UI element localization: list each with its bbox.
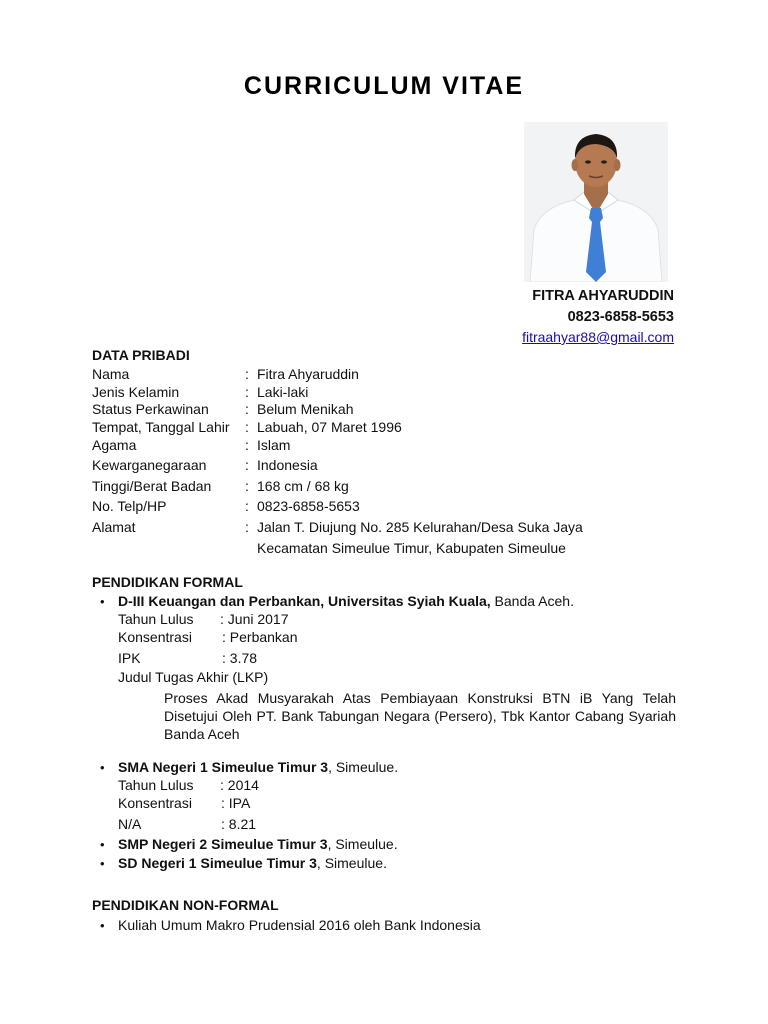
edu-sma-name: SMA Negeri 1 Simeulue Timur 3	[118, 759, 329, 775]
edu-d3-name: D-III Keuangan dan Perbankan, Universitas Syiah Kuala,	[118, 593, 491, 609]
sma-na-label: N/A	[118, 816, 142, 832]
row-label: Nama	[92, 366, 130, 382]
row-value: 0823-6858-5653	[257, 498, 360, 514]
row-separator: :	[245, 384, 249, 400]
row-separator: :	[245, 498, 249, 514]
edu-d3-place: Banda Aceh.	[490, 593, 574, 609]
bullet-icon: •	[100, 918, 105, 933]
sma-tahun-value: : 2014	[220, 777, 259, 793]
row-separator: :	[245, 478, 249, 494]
d3-judul-label: Judul Tugas Akhir (LKP)	[118, 669, 269, 685]
row-label: Alamat	[92, 519, 136, 535]
row-label: Jenis Kelamin	[92, 384, 180, 400]
row-value: Fitra Ahyaruddin	[257, 366, 359, 382]
d3-konsentrasi-value: : Perbankan	[222, 629, 298, 645]
candidate-name: FITRA AHYARUDDIN	[532, 288, 674, 304]
section-heading-pendidikan-formal: PENDIDIKAN FORMAL	[92, 574, 243, 590]
section-heading-data-pribadi: DATA PRIBADI	[92, 347, 190, 363]
sma-tahun-label: Tahun Lulus	[118, 777, 194, 793]
profile-photo	[524, 122, 668, 282]
section-heading-pendidikan-non-formal: PENDIDIKAN NON-FORMAL	[92, 897, 279, 913]
row-separator: :	[245, 457, 249, 473]
row-value: Islam	[257, 437, 291, 453]
edu-smp-name: SMP Negeri 2 Simeulue Timur 3	[118, 836, 328, 852]
row-separator: :	[245, 366, 249, 382]
alamat-line-2: Kecamatan Simeulue Timur, Kabupaten Simeulue	[257, 540, 566, 556]
row-value: Laki-laki	[257, 384, 309, 400]
row-label: Tempat, Tanggal Lahir	[92, 419, 230, 435]
sma-konsentrasi-label: Konsentrasi	[118, 795, 192, 811]
sma-konsentrasi-value: : IPA	[221, 795, 251, 811]
row-label: No. Telp/HP	[92, 498, 167, 514]
candidate-phone: 0823-6858-5653	[567, 309, 674, 325]
row-value: Belum Menikah	[257, 401, 354, 417]
row-separator: :	[245, 419, 249, 435]
d3-ipk-value: : 3.78	[222, 650, 258, 666]
edu-sd-name: SD Negeri 1 Simeulue Timur 3	[118, 855, 317, 871]
d3-tahun-label: Tahun Lulus	[118, 611, 194, 627]
bullet-icon: •	[100, 837, 105, 852]
row-value: Indonesia	[257, 457, 318, 473]
row-label: Kewarganegaraan	[92, 457, 207, 473]
edu-sd-item	[118, 855, 387, 871]
row-value: Labuah, 07 Maret 1996	[257, 419, 402, 435]
edu-smp-place: , Simeulue.	[327, 836, 398, 852]
d3-ipk-label: IPK	[118, 650, 141, 666]
edu-d3-item	[118, 593, 574, 609]
candidate-email-link[interactable]: fitraahyar88@gmail.com	[522, 329, 674, 345]
d3-judul-value: Proses Akad Musyarakah Atas Pembiayaan Konstruksi BTN iB Yang Telah Disetujui Oleh PT. Bank Tabungan Negara (Persero), Tbk Kantor Cabang Syariah Banda Aceh	[164, 690, 676, 742]
d3-tahun-value: : Juni 2017	[220, 611, 289, 627]
bullet-icon: •	[100, 856, 105, 871]
row-label: Agama	[92, 437, 137, 453]
page-title: CURRICULUM VITAE	[243, 72, 525, 100]
row-separator: :	[245, 401, 249, 417]
non-formal-item: Kuliah Umum Makro Prudensial 2016 oleh Bank Indonesia	[118, 917, 481, 933]
d3-konsentrasi-label: Konsentrasi	[118, 629, 192, 645]
bullet-icon: •	[100, 594, 105, 609]
row-label: Tinggi/Berat Badan	[92, 478, 212, 494]
edu-smp-item	[118, 836, 398, 852]
edu-sd-place: , Simeulue.	[316, 855, 387, 871]
row-label: Status Perkawinan	[92, 401, 209, 417]
row-separator: :	[245, 437, 249, 453]
bullet-icon: •	[100, 760, 105, 775]
edu-sma-place: , Simeulue.	[328, 759, 399, 775]
edu-sma-item	[118, 759, 398, 775]
row-separator: :	[245, 519, 249, 535]
row-value: 168 cm / 68 kg	[257, 478, 349, 494]
sma-na-value: : 8.21	[221, 816, 257, 832]
row-value: Jalan T. Diujung No. 285 Kelurahan/Desa Suka Jaya	[257, 519, 583, 535]
